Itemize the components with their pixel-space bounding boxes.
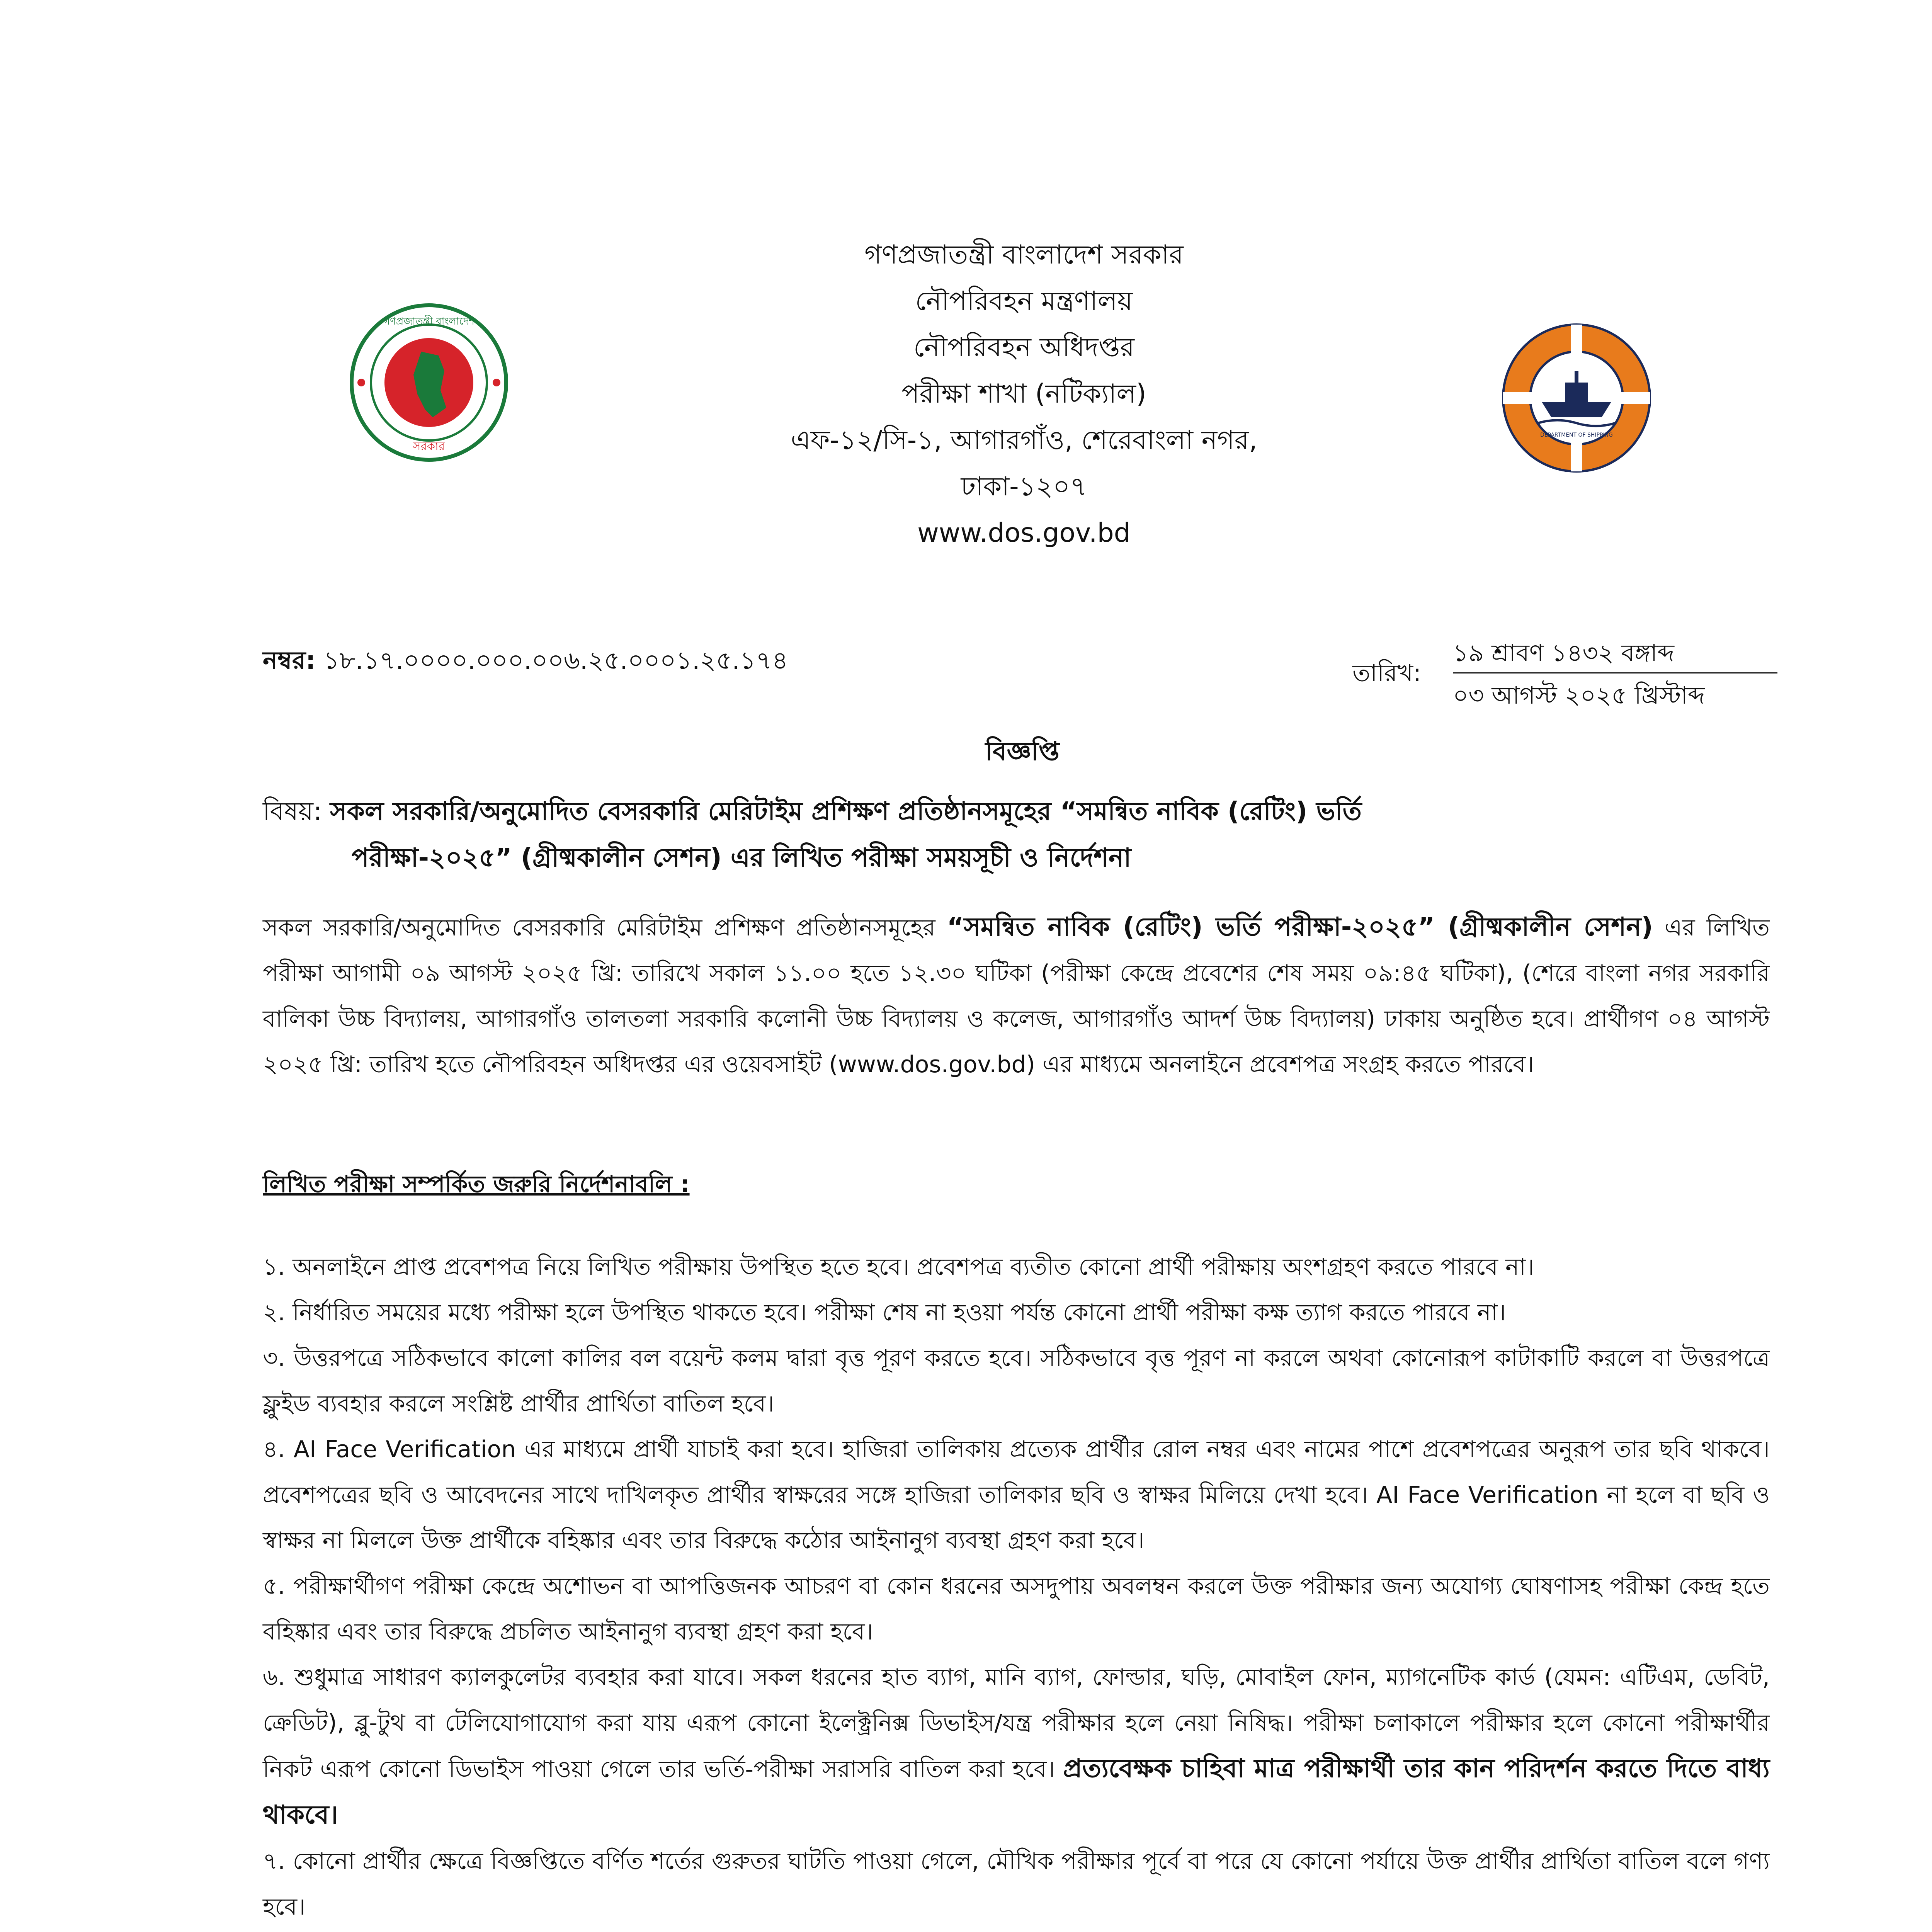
memo-number: [263, 641, 788, 680]
intro-bold: “সমন্বিত নাবিক (রেটিং) ভর্তি পরীক্ষা-২০২৫” (গ্রীষ্মকালীন সেশন): [947, 912, 1653, 942]
date-bangla: ১৯ শ্রাবণ ১৪৩২ বঙ্গাব্দ: [1453, 634, 1777, 673]
instruction-item-7: ৭. কোনো প্রার্থীর ক্ষেত্রে বিজ্ঞপ্তিতে বর্ণিত শর্তের গুরুতর ঘাটতি পাওয়া গেলে, মৌখিক পরীক্ষার পূর্বে বা পরে যে কোনো পর্যায়ে উক্ত প্রার্থীর প্রার্থিতা বাতিল বলে গণ্য হবে।: [263, 1848, 1770, 1920]
right-logo-text: DEPARTMENT OF SHIPPING: [1540, 432, 1613, 438]
notice-subject: [263, 788, 1793, 881]
intro-part-1: সকল সরকারি/অনুমোদিত বেসরকারি মেরিটাইম প্রশিক্ষণ প্রতিষ্ঠানসমূহের: [263, 914, 935, 941]
letterhead: [580, 232, 1468, 556]
notice-title: বিজ্ঞপ্তি: [985, 736, 1060, 766]
memo-number-label: নম্বর:: [263, 646, 316, 675]
instruction-item-5: ৫. পরীক্ষার্থীগণ পরীক্ষা কেন্দ্রে অশোভন বা আপত্তিজনক আচরণ বা কোন ধরনের অসদুপায় অবলম্বন করলে উক্ত পরীক্ষার জন্য অযোগ্য ঘোষণাসহ পরীক্ষা কেন্দ্র হতে বহিষ্কার এবং তার বিরুদ্ধে প্রচলিত আইনানুগ ব্যবস্থা গ্রহণ করা হবে।: [263, 1573, 1770, 1645]
date-label: তারিখ:: [1352, 659, 1421, 687]
lifebuoy-ship-icon: [1499, 321, 1654, 475]
header-department: নৌপরিবহন অধিদপ্তর: [913, 332, 1134, 363]
date-english: ০৩ আগস্ট ২০২৫ খ্রিস্টাব্দ: [1453, 681, 1705, 709]
header-address: এফ-১২/সি-১, আগারগাঁও, শেরেবাংলা নগর,: [791, 425, 1257, 456]
instruction-item-1: ১. অনলাইনে প্রাপ্ত প্রবেশপত্র নিয়ে লিখিত পরীক্ষায় উপস্থিত হতে হবে। প্রবেশপত্র ব্যতীত কোনো প্রার্থী পরীক্ষায় অংশগ্রহণ করতে পারবে না।: [263, 1253, 1534, 1281]
instructions-heading: লিখিত পরীক্ষা সম্পর্কিত জরুরি নির্দেশনাবলি :: [263, 1171, 690, 1198]
instruction-item-8: [263, 1930, 1770, 1932]
header-city: ঢাকা-১২০৭: [961, 471, 1087, 502]
subject-line-2: পরীক্ষা-২০২৫” (গ্রীষ্মকালীন সেশন) এর লিখিত পরীক্ষা সময়সূচী ও নির্দেশনা: [352, 843, 1131, 872]
intro-paragraph: [263, 904, 1770, 1087]
subject-line-1: সকল সরকারি/অনুমোদিত বেসরকারি মেরিটাইম প্রশিক্ষণ প্রতিষ্ঠানসমূহের “সমন্বিত নাবিক (রেটিং) ভর্তি: [330, 796, 1362, 826]
header-website[interactable]: www.dos.gov.bd: [917, 518, 1131, 548]
bangladesh-seal-icon: [348, 301, 510, 464]
header-section: পরীক্ষা শাখা (নটিক্যাল): [901, 379, 1146, 409]
government-seal-logo: [348, 301, 510, 465]
instruction-item-3: ৩. উত্তরপত্রে সঠিকভাবে কালো কালির বল বয়েন্ট কলম দ্বারা বৃত্ত পূরণ করতে হবে। সঠিকভাবে বৃত্ত পূরণ না করলে অথবা কোনোরূপ কাটাকাটি করলে বা উত্তরপত্রে ফ্লুইড ব্যবহার করলে সংশ্লিষ্ট প্রার্থীর প্রার্থিতা বাতিল হবে।: [263, 1345, 1770, 1417]
left-logo-bottom-text: সরকার: [413, 440, 445, 453]
left-logo-ring-text: গণপ্রজাতন্ত্রী বাংলাদেশ: [383, 316, 474, 327]
instruction-item-6: [263, 1655, 1770, 1838]
intro-part-2: এর লিখিত পরীক্ষা আগামী ০৯ আগস্ট ২০২৫ খ্রি: তারিখে সকাল ১১.০০ হতে ১২.৩০ ঘটিকা (পরীক্ষা কেন্দ্রে প্রবেশের শেষ সময় ০৯:৪৫ ঘটিকা), (শেরে বাংলা নগর সরকারি বালিকা উচ্চ বিদ্যালয়, আগারগাঁও তালতলা সরকারি কলোনী উচ্চ বিদ্যালয় ও কলেজ, আগারগাঁও আদর্শ উচ্চ বিদ্যালয়) ঢাকায় অনুষ্ঠিত হবে। প্রার্থীগণ ০৪ আগস্ট ২০২৫ খ্রি: তারিখ হতে নৌপরিবহন অধিদপ্তর এর ওয়েবসাইট (www.dos.gov.bd) এর মাধ্যমে অনলাইনে প্রবেশপত্র সংগ্রহ করতে পারবে।: [263, 914, 1770, 1078]
instruction-item-6-bold: প্রত্যবেক্ষক চাহিবা মাত্র পরীক্ষার্থী তার কান পরিদর্শন করতে দিতে বাধ্য থাকবে।: [263, 1753, 1770, 1830]
instruction-item-2: ২. নির্ধারিত সময়ের মধ্যে পরীক্ষা হলে উপস্থিত থাকতে হবে। পরীক্ষা শেষ না হওয়া পর্যন্ত কোনো প্রার্থী পরীক্ষা কক্ষ ত্যাগ করতে পারবে না।: [263, 1299, 1506, 1326]
instruction-item-4: ৪. AI Face Verification এর মাধ্যমে প্রার্থী যাচাই করা হবে। হাজিরা তালিকায় প্রত্যেক প্রার্থীর রোল নম্বর এবং নামের পাশে প্রবেশপত্রের অনুরূপ তার ছবি থাকবে। প্রবেশপত্রের ছবি ও আবেদনের সাথে দাখিলকৃত প্রার্থীর স্বাক্ষরের সঙ্গে হাজিরা তালিকার ছবি ও স্বাক্ষর মিলিয়ে দেখা হবে। AI Face Verification না হলে বা ছবি ও স্বাক্ষর না মিললে উক্ত প্রার্থীকে বহিষ্কার এবং তার বিরুদ্ধে কঠোর আইনানুগ ব্যবস্থা গ্রহণ করা হবে।: [263, 1436, 1770, 1554]
memo-number-value: ১৮.১৭.০০০০.০০০.০০৬.২৫.০০০১.২৫.১৭৪: [323, 646, 788, 675]
header-ministry: নৌপরিবহন মন্ত্রণালয়: [915, 286, 1133, 316]
header-government: গণপ্রজাতন্ত্রী বাংলাদেশ সরকার: [864, 240, 1184, 270]
instruction-item-6-text: ৬. শুধুমাত্র সাধারণ ক্যালকুলেটর ব্যবহার করা যাবে। সকল ধরনের হাত ব্যাগ, মানি ব্যাগ, ফোল্ডার, ঘড়ি, মোবাইল ফোন, ম্যাগনেটিক কার্ড (যেমন: এটিএম, ডেবিট, ক্রেডিট), ব্লু-টুথ বা টেলিযোগাযোগ করা যায় এরূপ কোনো ইলেক্ট্রনিক্স ডিভাইস/যন্ত্র পরীক্ষার হলে নেয়া নিষিদ্ধ। পরীক্ষা চলাকালে পরীক্ষার হলে কোনো পরীক্ষার্থীর নিকট এরূপ কোনো ডিভাইস পাওয়া গেলে তার ভর্তি-পরীক্ষা সরাসরি বাতিল করা হবে।: [263, 1664, 1770, 1783]
department-of-shipping-logo: [1499, 321, 1654, 477]
subject-label: বিষয়:: [263, 796, 322, 826]
instructions-list: [263, 1244, 1770, 1932]
